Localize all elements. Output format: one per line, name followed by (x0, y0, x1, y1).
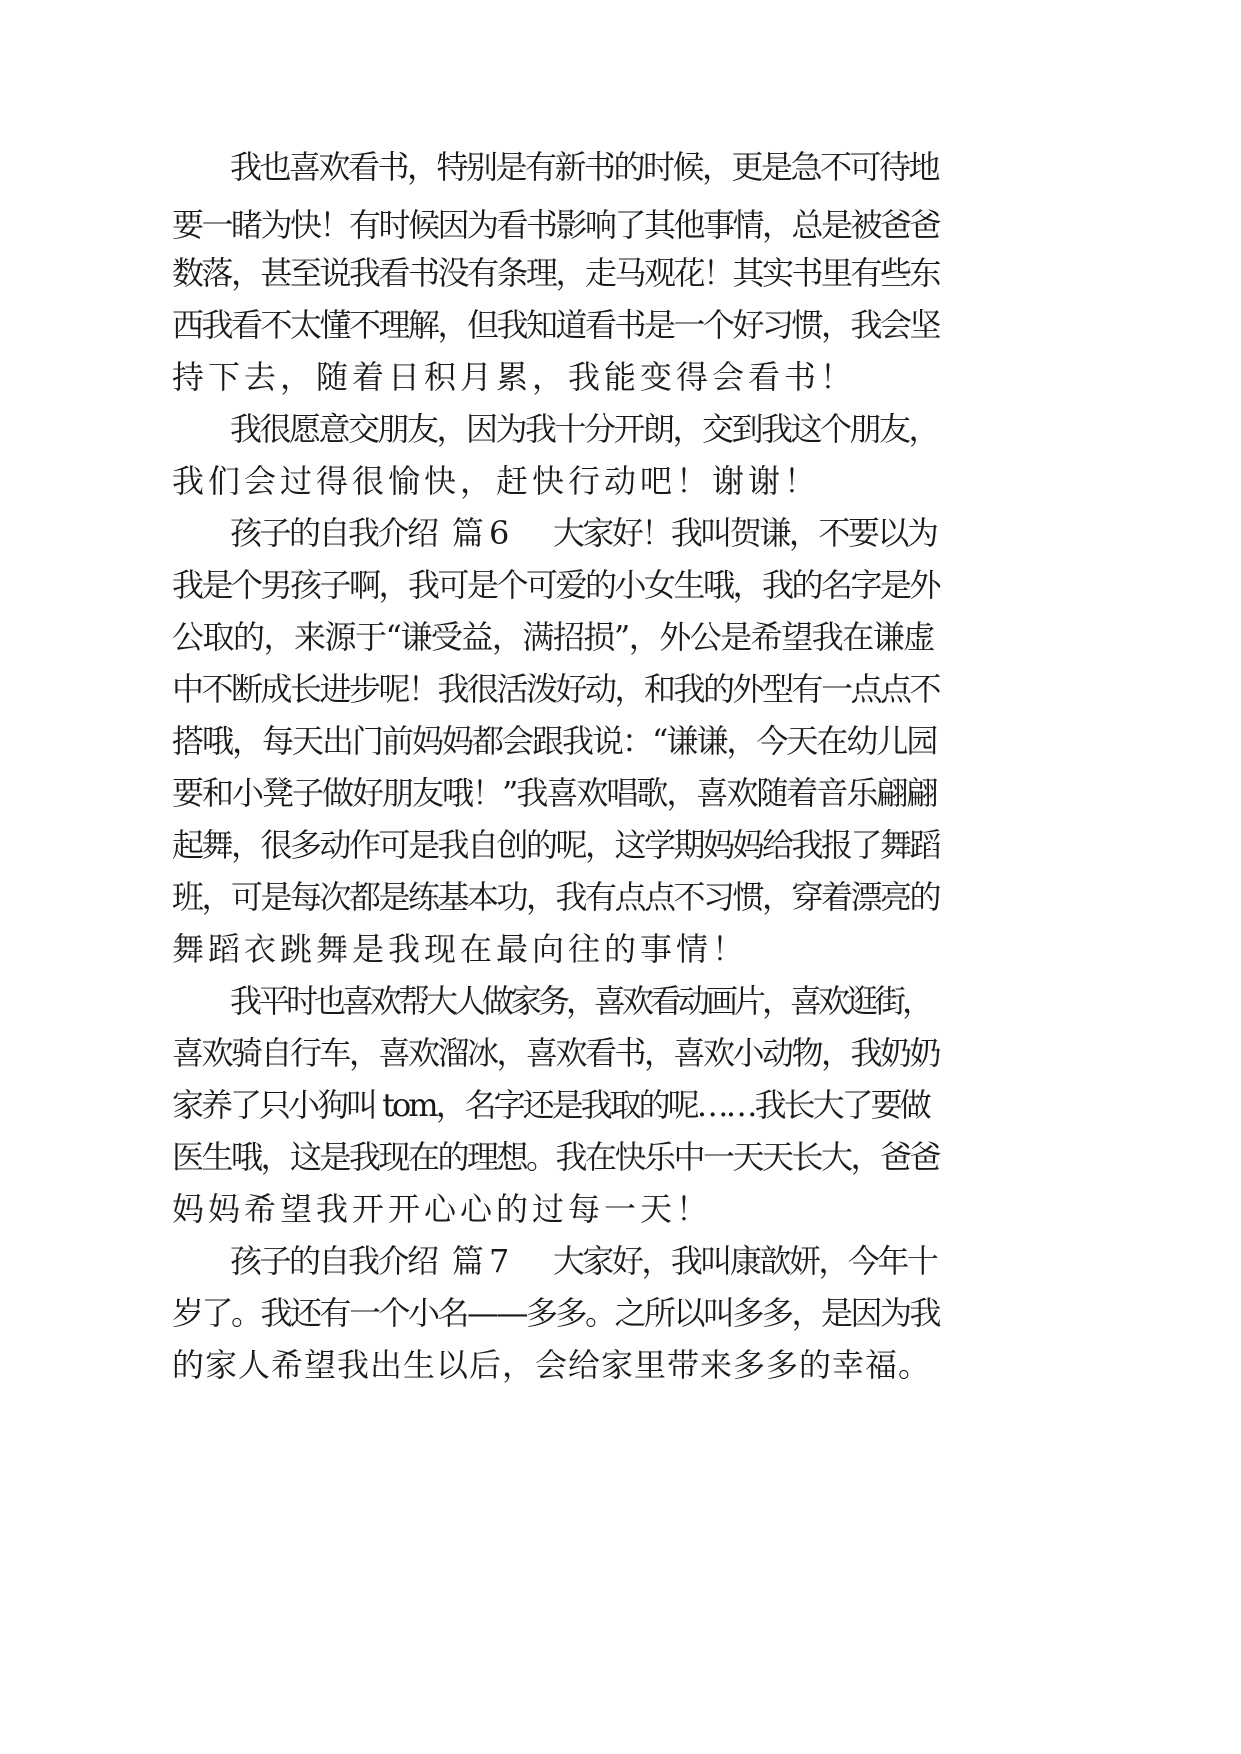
text-line: 搭哦，每天出门前妈妈都会跟我说：“谦谦，今天在幼儿园 (172, 722, 937, 760)
text-line: 妈妈希望我开开心心的过每一天！ (172, 1190, 713, 1228)
text-line: 起舞，很多动作可是我自创的呢，这学期妈妈给我报了舞蹈 (172, 826, 940, 864)
text-line: 公取的，来源于“谦受益，满招损”，外公是希望我在谦虚 (172, 618, 934, 656)
text-line: 喜欢骑自行车，喜欢溜冰，喜欢看书，喜欢小动物，我奶奶 (172, 1034, 940, 1072)
text-line: 我很愿意交朋友，因为我十分开朗，交到我这个朋友， (230, 410, 939, 448)
text-line: 我是个男孩子啊，我可是个可爱的小女生哦，我的名字是外 (172, 566, 940, 604)
text-line: 的家人希望我出生以后，会给家里带来多多的幸福。 (172, 1346, 932, 1384)
text-line: 班，可是每次都是练基本功，我有点点不习惯，穿着漂亮的 (172, 878, 940, 916)
text-line: 中不断成长进步呢！我很活泼好动，和我的外型有一点点不 (172, 670, 940, 708)
text-line: 数落，甚至说我看书没有条理，走马观花！其实书里有些东 (172, 254, 940, 292)
text-line: 我平时也喜欢帮大人做家务，喜欢看动画片，喜欢逛街， (230, 982, 931, 1020)
text-line: 家养了只小狗叫 tom，名字还是我取的呢……我长大了要做 (172, 1086, 929, 1124)
text-line: 医生哦，这是我现在的理想。我在快乐中一天天长大，爸爸 (172, 1138, 940, 1176)
text-line: 持下去，随着日积月累，我能变得会看书！ (172, 358, 857, 396)
text-line: 要一睹为快！有时候因为看书影响了其他事情，总是被爸爸 (172, 206, 940, 244)
text-line: 我们会过得很愉快，赶快行动吧！谢谢！ (172, 462, 821, 500)
text-line: 岁了。我还有一个小名——多多。之所以叫多多，是因为我 (172, 1294, 940, 1332)
text-line: 舞蹈衣跳舞是我现在最向往的事情！ (172, 930, 749, 968)
text-line: 孩子的自我介绍 篇 6 大家好！我叫贺谦，不要以为 (230, 514, 937, 552)
text-line: 西我看不太懂不理解，但我知道看书是一个好习惯，我会坚 (172, 306, 940, 344)
text-line: 我也喜欢看书，特别是有新书的时候，更是急不可待地 (230, 148, 939, 186)
text-line: 孩子的自我介绍 篇 7 大家好，我叫康歆妍，今年十 (230, 1242, 937, 1280)
text-line: 要和小凳子做好朋友哦！”我喜欢唱歌，喜欢随着音乐翩翩 (172, 774, 937, 812)
